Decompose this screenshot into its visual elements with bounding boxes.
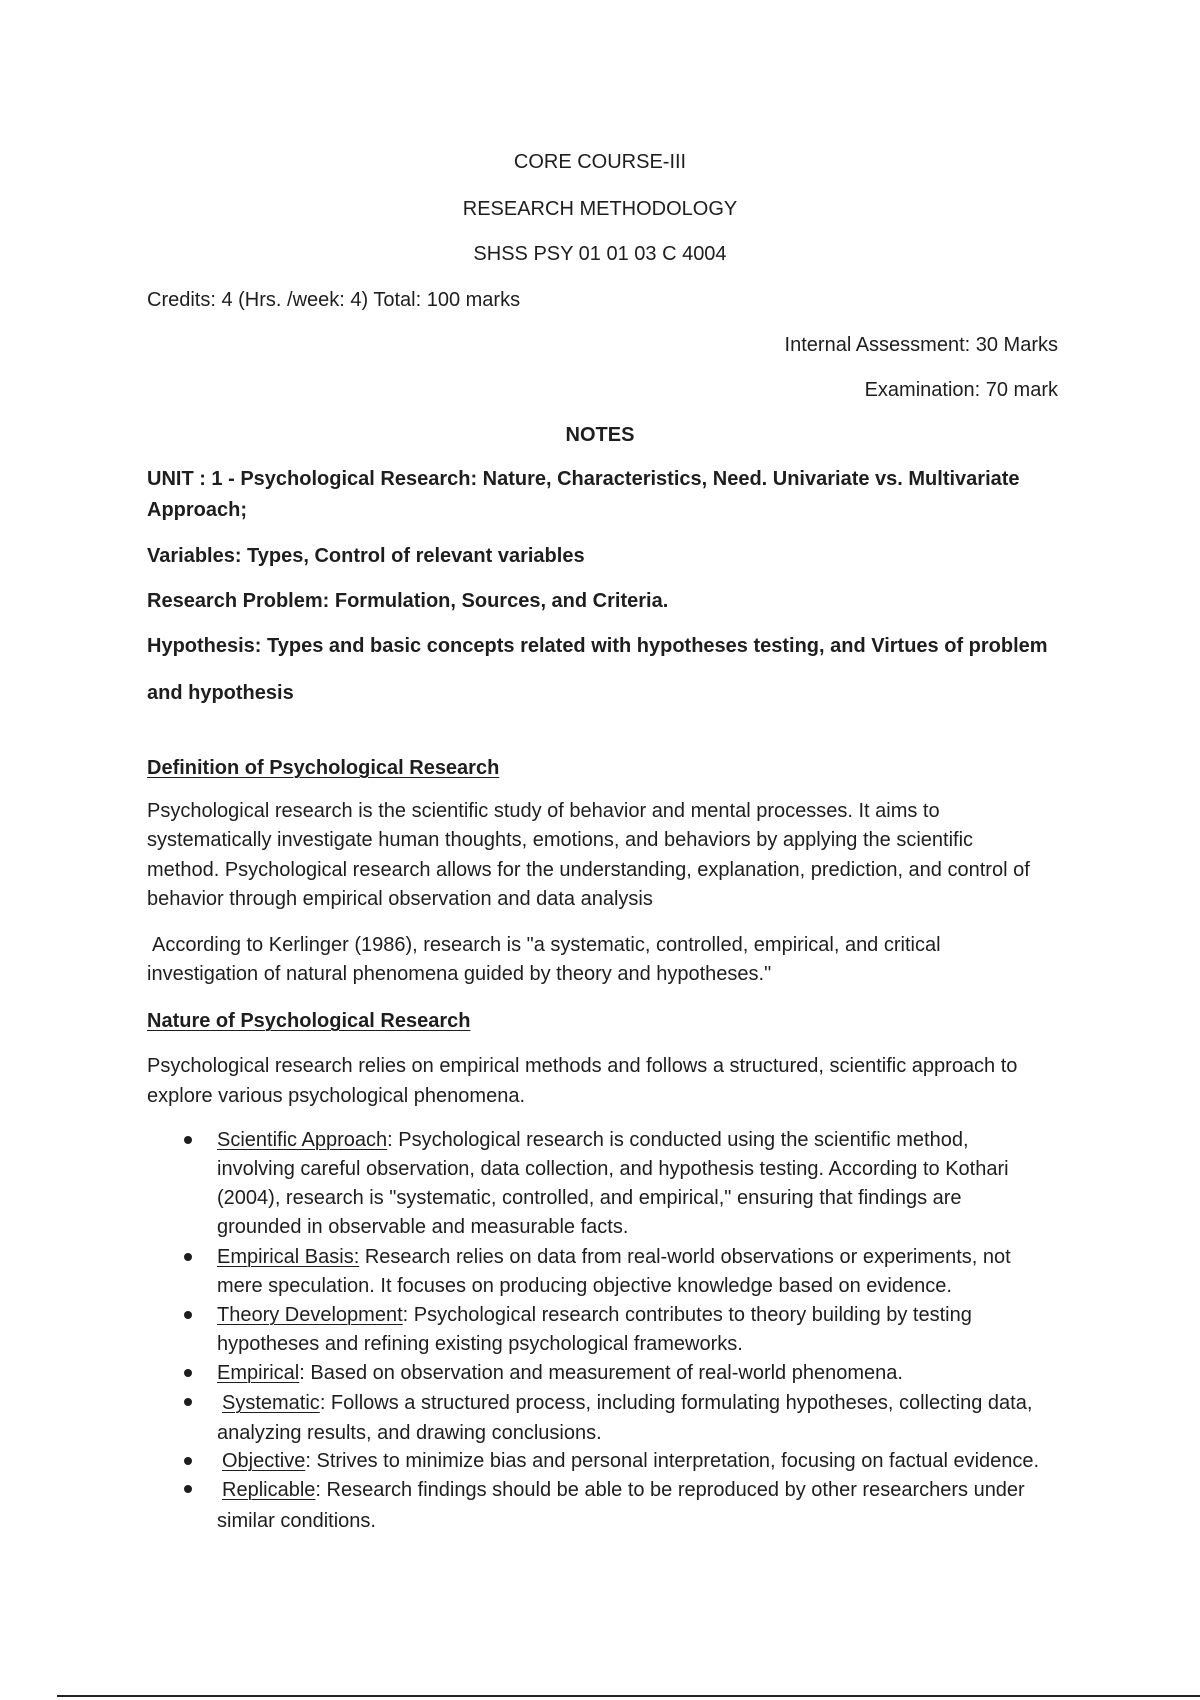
list-item-first-line [217,1447,1039,1476]
list-item [217,1243,1011,1301]
syllabus-hypothesis: Hypothesis: Types and basic concepts related with hypotheses testing, and Virtues of problem [147,635,1048,657]
paragraph-line: According to Kerlinger (1986), research is "a systematic, controlled, empirical, and critical [152,934,941,956]
list-item-first-line [217,1126,1009,1155]
list-item-line: similar conditions. [217,1510,376,1532]
list-item [217,1475,1025,1537]
notes-heading: NOTES [565,424,635,446]
syllabus-variables: Variables: Types, Control of relevant variables [147,545,585,567]
list-item-first-line [217,1301,972,1330]
nature-heading: Nature of Psychological Research [147,1010,471,1032]
list-item [217,1359,903,1388]
course-code: SHSS PSY 01 01 03 C 4004 [473,243,727,265]
list-item [217,1388,1032,1448]
bullet-icon [184,1311,192,1319]
page-divider [57,1695,1200,1697]
paragraph-line: method. Psychological research allows for the understanding, explanation, prediction, and control of [147,858,1030,881]
list-item-term: Systematic [222,1392,320,1414]
unit-title-line: UNIT : 1 - Psychological Research: Nature, Characteristics, Need. Univariate vs. Multivariate [147,468,1020,490]
unit-title-line: Approach; [147,499,247,521]
list-item-line: analyzing results, and drawing conclusions. [217,1422,602,1444]
list-item-line: hypotheses and refining existing psychological frameworks. [217,1333,743,1355]
list-item-first-line [217,1359,903,1388]
definition-heading: Definition of Psychological Research [147,757,500,779]
course-type: CORE COURSE-III [513,151,687,173]
list-item-line: (2004), research is "systematic, controlled, and empirical," ensuring that findings are [217,1187,962,1209]
paragraph-line: systematically investigate human thoughts, emotions, and behaviors by applying the scientific [147,829,974,852]
list-item-term: Empirical [217,1362,300,1384]
list-item-text: : Based on observation and measurement of real-world phenomena. [299,1362,903,1384]
list-item-term: Replicable [222,1479,316,1501]
bullet-icon [184,1457,192,1465]
bullet-icon [184,1369,192,1377]
list-item [217,1301,972,1359]
bullet-icon [184,1485,192,1493]
bullet-icon [184,1136,192,1144]
paragraph-line: Psychological research relies on empirical methods and follows a structured, scientific approach to [147,1055,1018,1077]
list-item-first-line [217,1475,1025,1506]
list-item-line: grounded in observable and measurable facts. [217,1216,629,1238]
paragraph-line: Psychological research is the scientific study of behavior and mental processes. It aims to [147,800,940,822]
bullet-icon [184,1398,192,1406]
list-item-line: mere speculation. It focuses on producing objective knowledge based on evidence. [217,1275,952,1297]
list-item [217,1447,1039,1476]
examination-marks: Examination: 70 mark [864,379,1058,401]
credits-line: Credits: 4 (Hrs. /week: 4) Total: 100 marks [147,289,521,311]
list-item-text: : Follows a structured process, including formulating hypotheses, collecting data, [319,1392,1033,1414]
list-item-line: involving careful observation, data collection, and hypothesis testing. According to Kothari [217,1158,1009,1180]
course-title: RESEARCH METHODOLOGY [462,198,738,220]
bullet-icon [184,1253,192,1261]
list-item-text: : Strives to minimize bias and personal interpretation, focusing on factual evidence. [305,1450,1040,1472]
list-item-text: : Psychological research is conducted using the scientific method, [387,1129,969,1151]
unit-title [147,464,1020,526]
list-item-term: Objective [222,1450,306,1472]
nature-paragraph [147,1051,1017,1111]
list-item-term: Empirical Basis: [217,1246,360,1268]
list-item-first-line [217,1243,1011,1272]
list-item-term: Scientific Approach [217,1129,388,1151]
list-item-text: : Research findings should be able to be reproduced by other researchers under [315,1479,1025,1501]
kerlinger-quote [147,931,941,989]
definition-paragraph [147,797,1030,914]
syllabus-hypothesis: and hypothesis [147,682,294,704]
list-item [217,1126,1009,1242]
list-item-first-line [217,1388,1032,1418]
internal-assessment-marks: Internal Assessment: 30 Marks [784,334,1058,356]
paragraph-line: behavior through empirical observation and data analysis [147,887,653,910]
paragraph-line: explore various psychological phenomena. [147,1085,526,1107]
list-item-text: : Psychological research contributes to theory building by testing [402,1304,972,1326]
syllabus-research-problem: Research Problem: Formulation, Sources, and Criteria. [147,590,669,612]
paragraph-line: investigation of natural phenomena guided by theory and hypotheses." [147,963,772,985]
list-item-text: Research relies on data from real-world observations or experiments, not [359,1246,1011,1268]
list-item-term: Theory Development [217,1304,403,1326]
